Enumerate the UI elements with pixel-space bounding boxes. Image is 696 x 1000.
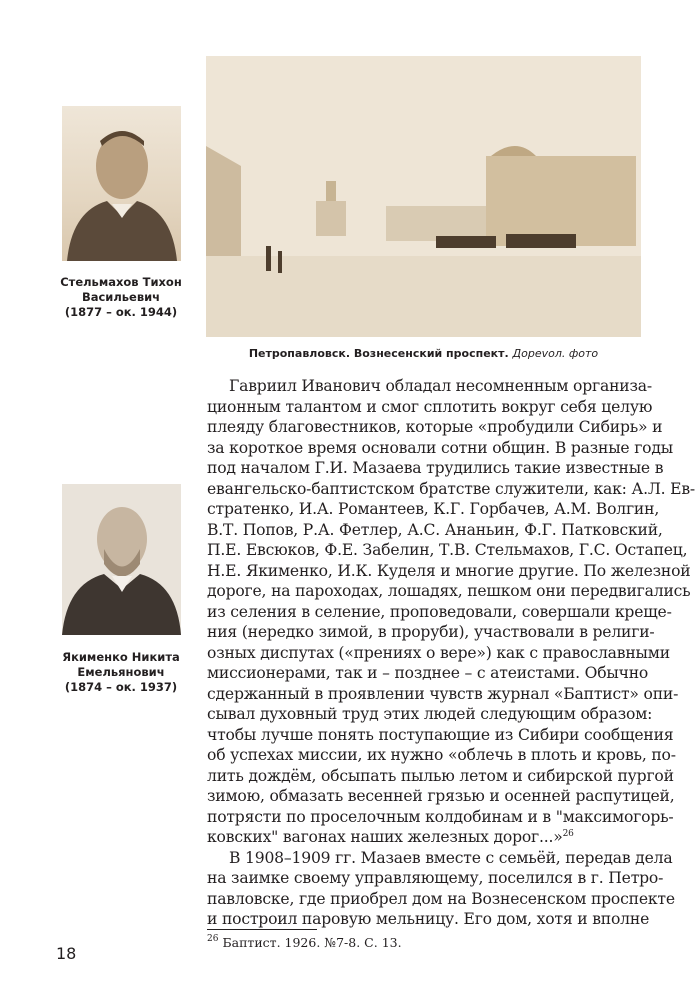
- portrait-stelmakhov: [62, 106, 181, 261]
- text-line: [207, 561, 691, 582]
- portrait-caption: [40, 275, 202, 320]
- text-line-content: ковских" вагонах наших железных дорог...»: [207, 828, 563, 846]
- text-line-content: на заимке своему управляющему, поселился в г. Петро-: [207, 869, 664, 887]
- text-line: [207, 684, 679, 705]
- text-line: [207, 602, 672, 623]
- text-line: [207, 417, 663, 438]
- text-line-content: чтобы лучше понять поступающие из Сибири сообщения: [207, 725, 674, 744]
- text-line: [207, 889, 675, 910]
- text-line: [207, 397, 653, 418]
- portrait-figure: [62, 484, 181, 635]
- text-line-content: сывал духовный труд этих людей следующим образом:: [207, 705, 653, 723]
- portrait-yakimenko: [62, 484, 181, 635]
- text-line: [207, 827, 641, 848]
- text-line: [207, 766, 674, 787]
- body-text: [207, 376, 696, 930]
- street-scene: [206, 56, 641, 337]
- text-line-content: Гавриил Иванович обладал несомненным организа-: [229, 377, 652, 395]
- text-line-content: зимою, обмазать весенней грязью и осенней распутицей,: [207, 787, 675, 805]
- street-photo-caption: [206, 346, 641, 361]
- text-line: [207, 725, 674, 746]
- text-line: [207, 540, 688, 561]
- text-line-content: лить дождём, обсыпать пылью летом и сибирской пургой: [207, 766, 674, 785]
- text-line: [207, 520, 663, 541]
- text-line: [207, 909, 650, 930]
- caption-line: Стельмахов Тихон: [60, 275, 182, 289]
- text-line: [207, 458, 664, 479]
- text-line: [207, 438, 673, 459]
- text-line-content: за короткое время основали сотни общин. В разные годы: [207, 438, 673, 457]
- text-line-content: и построил паровую мельницу. Его дом, хотя и вполне: [207, 910, 650, 928]
- text-line-content: Н.Е. Якименко, И.К. Куделя и многие другие. По железной: [207, 561, 691, 580]
- text-line: [207, 663, 649, 684]
- text-line: [207, 479, 696, 500]
- text-line: [207, 807, 674, 828]
- text-line-content: озных диспутах («прениях о вере») как с православными: [207, 643, 670, 662]
- footnote-rule: [207, 929, 317, 930]
- text-line-content: дороге, на пароходах, лошадях, пешком они передвигались: [207, 582, 691, 600]
- caption-line: Якименко Никита: [62, 650, 180, 664]
- text-line: [207, 622, 655, 643]
- text-line-content: сдержанный в проявлении чувств журнал «Баптист» опи-: [207, 684, 679, 703]
- text-line-content: П.Е. Евсюков, Ф.Е. Забелин, Т.В. Стельмахов, Г.С. Остапец,: [207, 541, 688, 559]
- text-line-content: В 1908–1909 гг. Мазаев вместе с семьёй, передав дела: [229, 848, 673, 867]
- caption-note: Дореvол. фото: [512, 347, 599, 360]
- footnote-number: 26: [207, 934, 219, 944]
- text-line-content: потрясти по проселочным колдобинам и в "максимогорь-: [207, 807, 674, 826]
- portrait-figure: [62, 106, 181, 261]
- page-number: 18: [56, 944, 77, 963]
- street-photo: [206, 56, 641, 337]
- text-line: [207, 499, 660, 520]
- footnote-reference[interactable]: 26: [562, 829, 574, 839]
- text-line-content: В.Т. Попов, Р.А. Фетлер, А.С. Ананьин, Ф.Г. Патковский,: [207, 520, 663, 539]
- text-line-content: об успехах миссии, их нужно «облечь в плоть и кровь, по-: [207, 746, 676, 764]
- text-line: [207, 786, 675, 807]
- caption-title: Петропавловск. Вознесенский проспект.: [248, 347, 509, 360]
- text-line: [207, 868, 664, 889]
- caption-line: Васильевич: [81, 290, 161, 304]
- text-line: [207, 643, 670, 664]
- text-line-content: из селения в селение, проповедовали, совершали креще-: [207, 602, 672, 621]
- text-line: [207, 376, 652, 397]
- text-line-content: стратенко, И.А. Романтеев, К.Г. Горбачев, А.М. Волгин,: [207, 500, 660, 518]
- text-line: [207, 745, 676, 766]
- text-line: [207, 848, 673, 869]
- text-line-content: ния (нередко зимой, в проруби), участвовали в религи-: [207, 623, 655, 641]
- caption-line: Емельянович: [77, 665, 165, 679]
- text-line-content: плеяду благовестников, которые «пробудили Сибирь» и: [207, 418, 663, 436]
- text-line: [207, 704, 653, 725]
- caption-line: (1877 – ок. 1944): [64, 305, 178, 319]
- footnote: [207, 935, 402, 950]
- text-line-content: павловске, где приобрел дом на Вознесенском проспекте: [207, 889, 675, 908]
- portrait-caption: [40, 650, 202, 695]
- text-line-content: под началом Г.И. Мазаева трудились такие известные в: [207, 459, 664, 477]
- text-line-content: миссионерами, так и – позднее – с атеистами. Обычно: [207, 664, 649, 682]
- text-line: [207, 581, 691, 602]
- caption-line: (1874 – ок. 1937): [64, 680, 178, 694]
- text-line-content: ционным талантом и смог сплотить вокруг себя целую: [207, 397, 653, 416]
- footnote-text: Баптист. 1926. №7-8. С. 13.: [222, 935, 402, 950]
- text-line-content: евангельско-баптистском братстве служители, как: А.Л. Ев-: [207, 479, 696, 498]
